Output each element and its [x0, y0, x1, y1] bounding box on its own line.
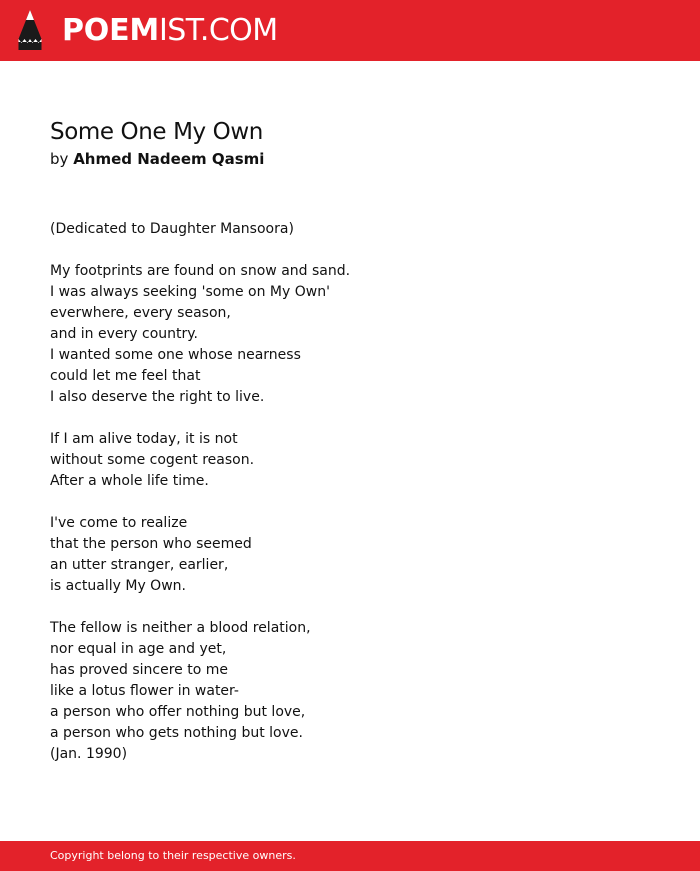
byline-label: by [50, 150, 69, 168]
poem-line: If I am alive today, it is not [50, 431, 238, 447]
poem-line: that the person who seemed [50, 536, 252, 552]
site-header [0, 0, 700, 61]
site-logo[interactable] [62, 13, 277, 49]
poem-line: I wanted some one whose nearness [50, 347, 301, 363]
poem-line: (Jan. 1990) [50, 746, 128, 762]
poem-line: everwhere, every season, [50, 305, 231, 321]
poem-line: nor equal in age and yet, [50, 641, 227, 657]
poem-line: I was always seeking 'some on My Own' [50, 284, 330, 300]
poem-line: is actually My Own. [50, 578, 186, 594]
poem-line: has proved sincere to me [50, 662, 228, 678]
poem-line: I also deserve the right to live. [50, 389, 265, 405]
poem-line: could let me feel that [50, 368, 201, 384]
logo-text-bold: POEM [62, 13, 160, 48]
poem-line: a person who offer nothing but love, [50, 704, 306, 720]
poem-line: a person who gets nothing but love. [50, 725, 303, 741]
pencil-icon [17, 9, 43, 51]
poem-line: an utter stranger, earlier, [50, 557, 229, 573]
poem-body [50, 219, 610, 786]
poem-line: like a lotus flower in water- [50, 683, 239, 699]
poem-stanza [50, 429, 610, 492]
site-footer [0, 841, 700, 871]
poem-line: The fellow is neither a blood relation, [50, 620, 311, 636]
poem-title: Some One My Own [50, 119, 263, 145]
poem-stanza [50, 513, 610, 597]
poem-line: I've come to realize [50, 515, 188, 531]
poem-stanza [50, 261, 610, 408]
poem-byline [50, 149, 264, 169]
poem-line: After a whole life time. [50, 473, 209, 489]
poem-author: Ahmed Nadeem Qasmi [73, 150, 265, 168]
poem-line: without some cogent reason. [50, 452, 255, 468]
poem-line: (Dedicated to Daughter Mansoora) [50, 221, 294, 237]
poem-stanza [50, 618, 610, 765]
logo-text-light: IST.COM [159, 13, 278, 48]
poem-stanza [50, 219, 610, 240]
poem-line: My footprints are found on snow and sand. [50, 263, 351, 279]
copyright-notice: Copyright belong to their respective owners. [50, 849, 296, 862]
poem-line: and in every country. [50, 326, 198, 342]
